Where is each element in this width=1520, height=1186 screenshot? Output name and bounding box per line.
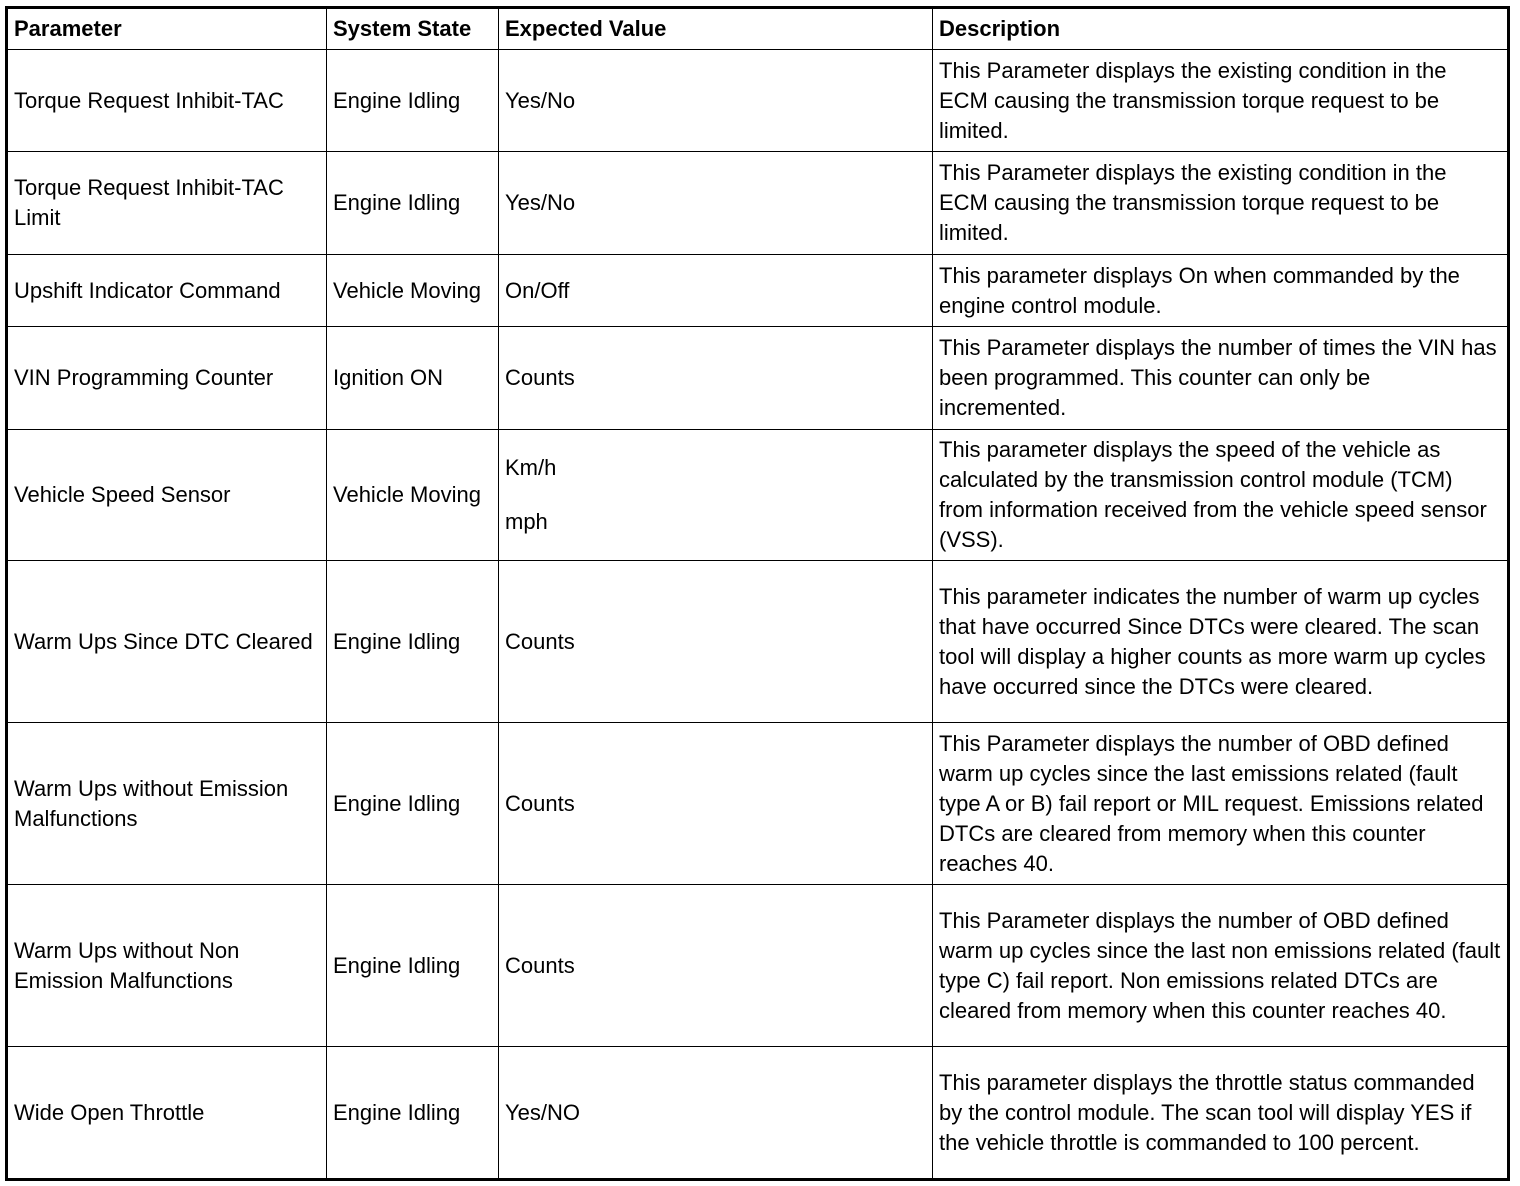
- expected-value-text: mph: [505, 509, 548, 534]
- description-cell: This Parameter displays the existing condition in the ECM causing the transmission torque request to be limited.: [933, 50, 1509, 152]
- header-description: Description: [933, 8, 1509, 50]
- parameter-cell: Upshift Indicator Command: [7, 255, 327, 327]
- description-cell: This parameter displays the speed of the vehicle as calculated by the transmission control module (TCM) from information received from the vehicle speed sensor (VSS).: [933, 430, 1509, 561]
- expected-value-text: Counts: [505, 790, 575, 816]
- description-cell: This Parameter displays the number of OBD defined warm up cycles since the last emissions related (fault type A or B) fail report or MIL request. Emissions related DTCs are cleared from memory when this counter reaches 40.: [933, 723, 1509, 885]
- expected-value-text: Yes/No: [505, 87, 576, 113]
- expected-value-text: Yes/NO: [505, 1099, 581, 1125]
- table-row: [7, 561, 1509, 723]
- table-row: [7, 885, 1509, 1047]
- parameter-cell: Torque Request Inhibit-TAC Limit: [7, 152, 327, 255]
- header-system-state: System State: [327, 8, 499, 50]
- table-row: [7, 1047, 1509, 1180]
- expected-value-cell: [499, 50, 933, 152]
- expected-value-cell: [499, 561, 933, 723]
- expected-value-text: On/Off: [505, 277, 570, 303]
- table-body: [7, 50, 1509, 1180]
- description-cell: This parameter indicates the number of warm up cycles that have occurred Since DTCs were cleared. The scan tool will display a higher counts as more warm up cycles have occurred since the DTCs were cleared.: [933, 561, 1509, 723]
- expected-value-text: Counts: [505, 628, 575, 654]
- system-state-cell: Engine Idling: [327, 1047, 499, 1180]
- table-row: [7, 50, 1509, 152]
- system-state-cell: Vehicle Moving: [327, 430, 499, 561]
- parameter-cell: Warm Ups without Non Emission Malfunctions: [7, 885, 327, 1047]
- parameter-table: [5, 6, 1510, 1181]
- system-state-cell: Engine Idling: [327, 50, 499, 152]
- expected-value-text: Km/h: [505, 455, 557, 480]
- expected-value-cell: [499, 255, 933, 327]
- system-state-cell: Engine Idling: [327, 561, 499, 723]
- parameter-cell: Vehicle Speed Sensor: [7, 430, 327, 561]
- parameter-cell: VIN Programming Counter: [7, 327, 327, 430]
- system-state-cell: Engine Idling: [327, 152, 499, 255]
- table-row: [7, 430, 1509, 561]
- expected-value-cell: [499, 1047, 933, 1180]
- expected-value-cell: [499, 430, 933, 561]
- expected-value-text: Yes/No: [505, 190, 576, 215]
- expected-value-cell: [499, 327, 933, 430]
- table-row: [7, 152, 1509, 255]
- expected-value-cell: [499, 152, 933, 255]
- expected-value-cell: [499, 885, 933, 1047]
- description-cell: This Parameter displays the number of OBD defined warm up cycles since the last non emissions related (fault type C) fail report. Non emissions related DTCs are cleared from memory when this counter reaches 40.: [933, 885, 1509, 1047]
- parameter-cell: Torque Request Inhibit-TAC: [7, 50, 327, 152]
- description-cell: This Parameter displays the number of times the VIN has been programmed. This counter can only be incremented.: [933, 327, 1509, 430]
- system-state-cell: Engine Idling: [327, 885, 499, 1047]
- parameter-cell: Warm Ups without Emission Malfunctions: [7, 723, 327, 885]
- description-cell: This parameter displays On when commanded by the engine control module.: [933, 255, 1509, 327]
- expected-value-cell: [499, 723, 933, 885]
- table-row: [7, 255, 1509, 327]
- parameter-cell: Wide Open Throttle: [7, 1047, 327, 1180]
- document-page: [5, 6, 1507, 1181]
- header-expected-value: Expected Value: [499, 8, 933, 50]
- header-parameter: Parameter: [7, 8, 327, 50]
- table-row: [7, 327, 1509, 430]
- description-cell: This Parameter displays the existing condition in the ECM causing the transmission torque request to be limited.: [933, 152, 1509, 255]
- description-cell: This parameter displays the throttle status commanded by the control module. The scan tool will display YES if the vehicle throttle is commanded to 100 percent.: [933, 1047, 1509, 1180]
- system-state-cell: Vehicle Moving: [327, 255, 499, 327]
- header-row: [7, 8, 1509, 50]
- expected-value-text: Counts: [505, 365, 575, 390]
- system-state-cell: Engine Idling: [327, 723, 499, 885]
- parameter-cell: Warm Ups Since DTC Cleared: [7, 561, 327, 723]
- table-row: [7, 723, 1509, 885]
- expected-value-text: Counts: [505, 952, 575, 978]
- system-state-cell: Ignition ON: [327, 327, 499, 430]
